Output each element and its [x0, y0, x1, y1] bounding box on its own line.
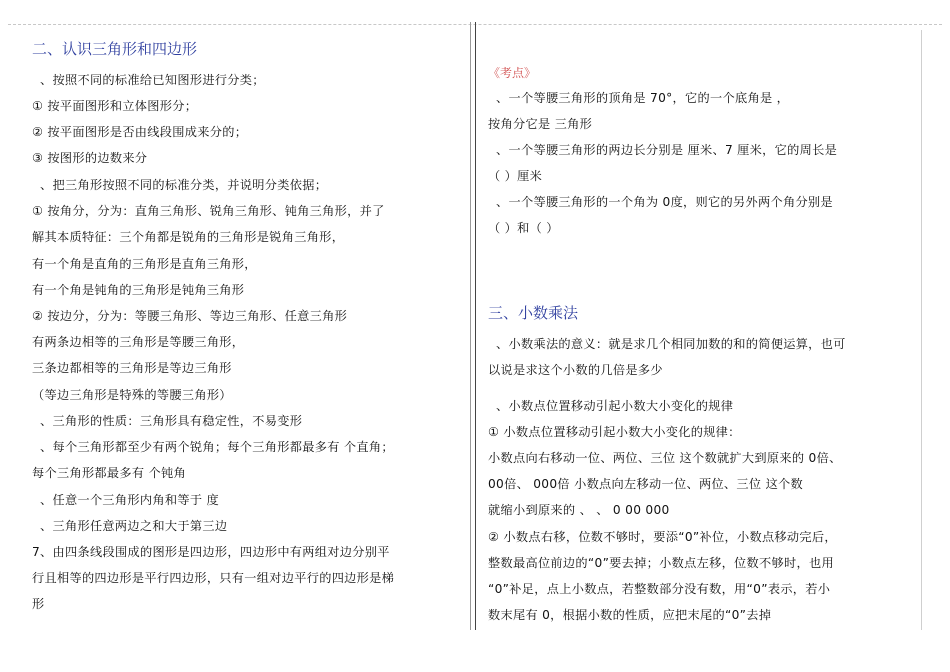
- text-line: 、三角形的性质：三角形具有稳定性，不易变形: [40, 414, 303, 428]
- text-line: 有两条边相等的三角形是等腰三角形，: [32, 335, 245, 349]
- text-line: 小数点向右移动一位、两位、三位 这个数就扩大到原来的 0倍、: [488, 451, 842, 465]
- text-line: ① 按角分，分为：直角三角形、锐角三角形、钝角三角形，并了: [32, 204, 385, 218]
- text-line: 以说是求这个小数的几倍是多少: [488, 363, 663, 377]
- text-line: 有一个角是钝角的三角形是钝角三角形: [32, 283, 245, 297]
- text-line: 有一个角是直角的三角形是直角三角形，: [32, 257, 257, 271]
- text-line: “0”补足，点上小数点，若整数部分没有数，用“0”表示，若小: [488, 582, 831, 596]
- text-line: ① 小数点位置移动引起小数大小变化的规律：: [488, 425, 741, 439]
- text-line: ② 小数点右移，位数不够时，要添“0”补位，小数点移动完后，: [488, 530, 837, 544]
- text-line: 、三角形任意两边之和大于第三边: [40, 519, 228, 533]
- text-line: ② 按平面图形是否由线段围成来分的；: [32, 125, 248, 139]
- text-line: 每个三角形都最多有 个钝角: [32, 466, 187, 480]
- text-line: ② 按边分，分为：等腰三角形、等边三角形、任意三角形: [32, 309, 348, 323]
- text-line: 、把三角形按照不同的标准分类，并说明分类依据；: [40, 178, 328, 192]
- text-line: 、小数点位置移动引起小数大小变化的规律: [496, 399, 734, 413]
- text-line: ① 按平面图形和立体图形分；: [32, 99, 198, 113]
- text-line: 7、由四条线段围成的图形是四边形，四边形中有两组对边分别平: [32, 545, 390, 559]
- text-line: 、每个三角形都至少有两个锐角；每个三角形都最多有 个直角；: [40, 440, 394, 454]
- kaodian-label: 《考点》: [488, 66, 537, 80]
- text-line: 形: [32, 597, 45, 611]
- text-line: 、任意一个三角形内角和等于 度: [40, 493, 219, 507]
- section-heading-decimal-multiplication: 三、小数乘法: [488, 304, 579, 322]
- text-line: 数末尾有 0，根据小数的性质，应把末尾的“0”去掉: [488, 608, 772, 622]
- text-line: 解其本质特征：三个角都是锐角的三角形是锐角三角形，: [32, 230, 345, 244]
- text-line: （ ）厘米: [488, 169, 543, 183]
- text-line: 00倍、 000倍 小数点向左移动一位、两位、三位 这个数: [488, 477, 804, 491]
- section-heading-triangles: 二、认识三角形和四边形: [32, 40, 198, 58]
- text-line: 行且相等的四边形是平行四边形，只有一组对边平行的四边形是梯: [32, 571, 395, 585]
- text-line: 按角分它是 三角形: [488, 117, 593, 131]
- text-line: 、一个等腰三角形的两边长分别是 厘米、7 厘米，它的周长是: [496, 143, 838, 157]
- column-divider: [470, 22, 471, 630]
- text-line: 整数最高位前边的“0”要去掉；小数点左移，位数不够时，也用: [488, 556, 834, 570]
- text-line: 、一个等腰三角形的一个角为 0度，则它的另外两个角分别是: [496, 195, 833, 209]
- text-line: 就缩小到原来的 、 、 0 00 000: [488, 503, 670, 517]
- text-line: 、小数乘法的意义：就是求几个相同加数的和的简便运算，也可: [496, 337, 846, 351]
- column-divider-dark: [475, 22, 476, 630]
- text-line: ③ 按图形的边数来分: [32, 151, 148, 165]
- text-line: 、一个等腰三角形的顶角是 70°，它的一个底角是 ，: [496, 91, 790, 105]
- text-line: 三条边都相等的三角形是等边三角形: [32, 361, 232, 375]
- text-line: （ ）和（ ）: [488, 221, 559, 235]
- right-margin-rule: [921, 30, 922, 630]
- text-line: 、按照不同的标准给已知图形进行分类；: [40, 73, 265, 87]
- text-line: （等边三角形是特殊的等腰三角形）: [32, 388, 232, 402]
